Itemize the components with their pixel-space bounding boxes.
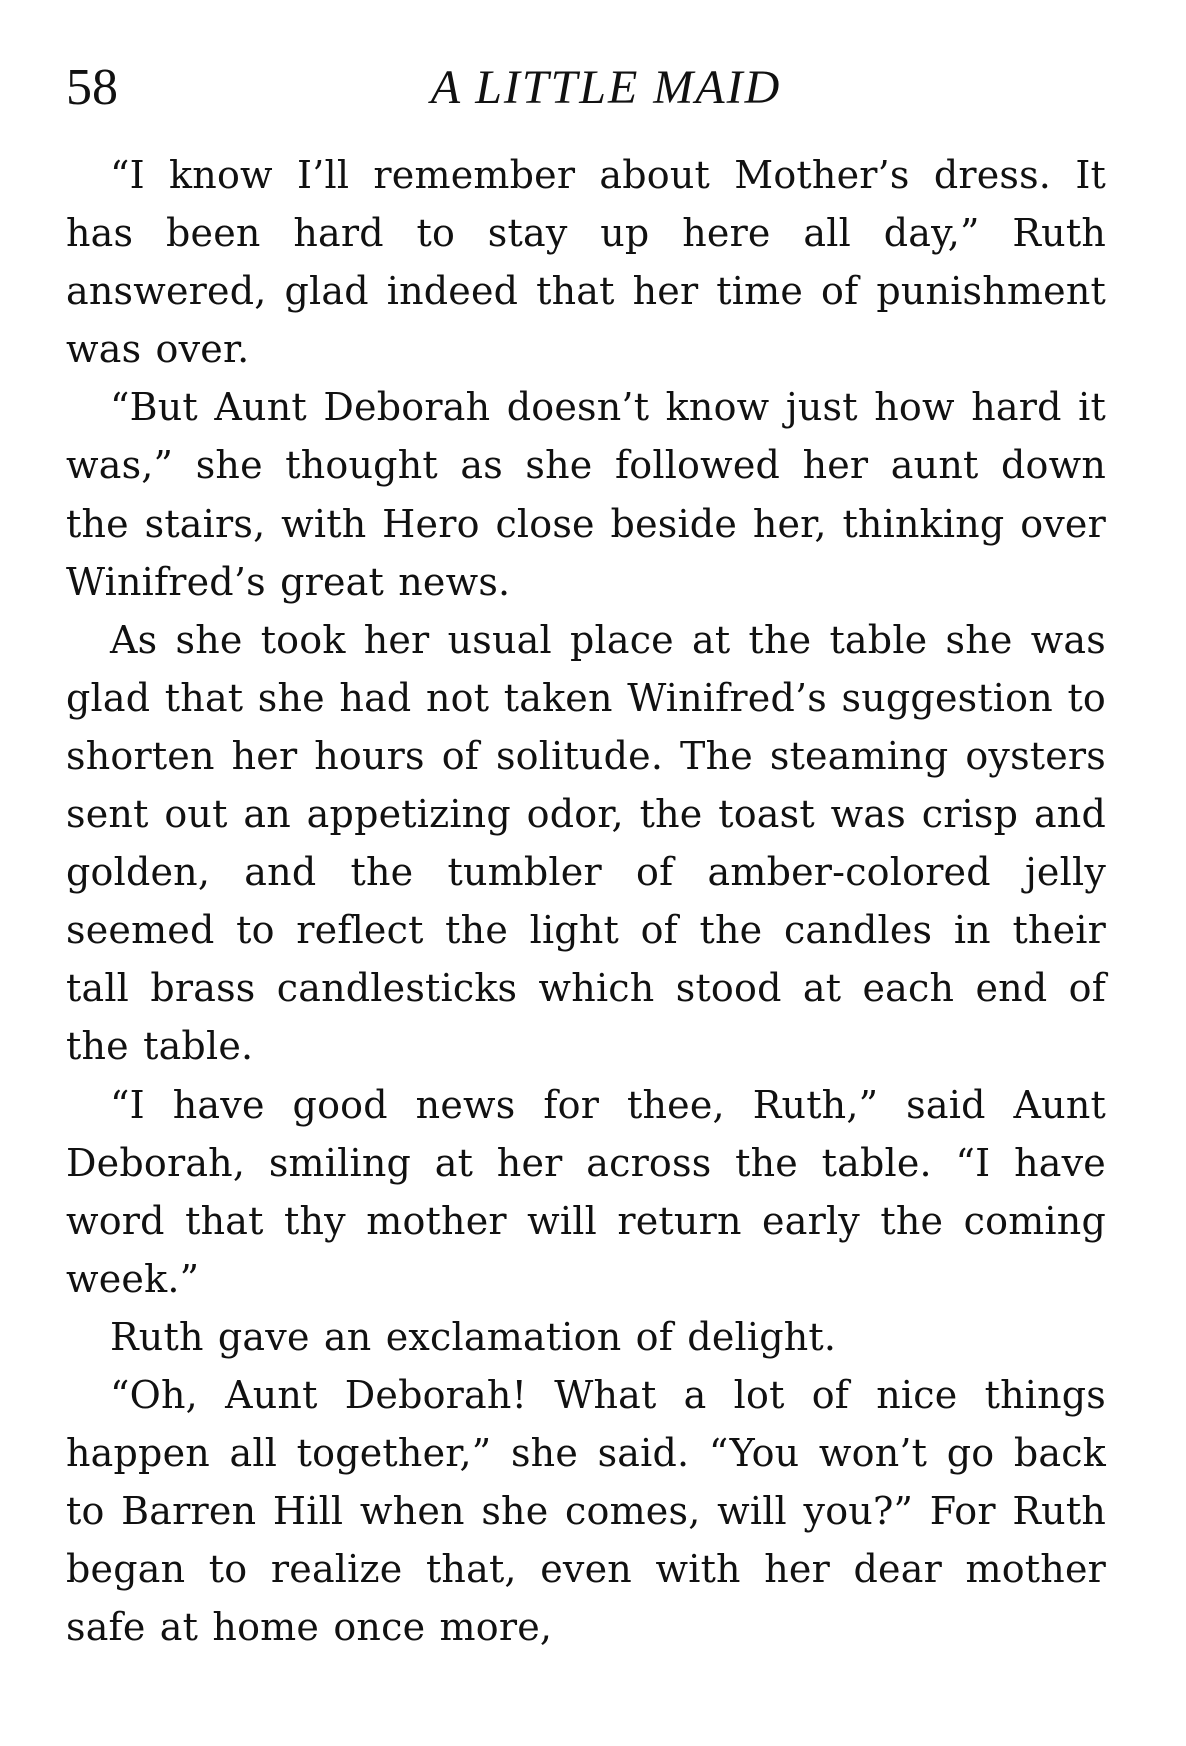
paragraph: “I have good news for thee, Ruth,” said Aunt Deborah, smiling at her across the table. “I have word that thy mother will return early the coming week.” — [66, 1082, 1106, 1301]
paragraph: Ruth gave an exclamation of delight. — [110, 1314, 837, 1359]
page-header — [66, 58, 1106, 138]
paragraph: “But Aunt Deborah doesn’t know just how hard it was,” she thought as she followed her aunt down the stairs, with Hero close beside her, thinking over Winifred’s great news. — [66, 385, 1106, 604]
paragraph: “I know I’ll remember about Mother’s dress. It has been hard to stay up here all day,” Ruth answered, glad indeed that her time of punishment was over. — [66, 153, 1106, 372]
paragraph: As she took her usual place at the table she was glad that she had not taken Winifred’s suggestion to shorten her hours of solitude. The steaming oysters sent out an appetizing odor, the toast was crisp and golden, and the tumbler of amber-colored jelly seemed to reflect the light of the candles in their tall brass candlesticks which stood at each end of the table. — [66, 617, 1106, 1069]
book-page — [66, 58, 1106, 1698]
body-text — [66, 146, 1106, 1656]
page-number: 58 — [66, 59, 118, 116]
paragraph: “Oh, Aunt Deborah! What a lot of nice things happen all together,” she said. “You won’t go back to Barren Hill when she comes, will you?” For Ruth began to realize that, even with her dear mother safe at home once more, — [66, 1372, 1106, 1650]
running-title: A LITTLE MAID — [430, 61, 782, 114]
